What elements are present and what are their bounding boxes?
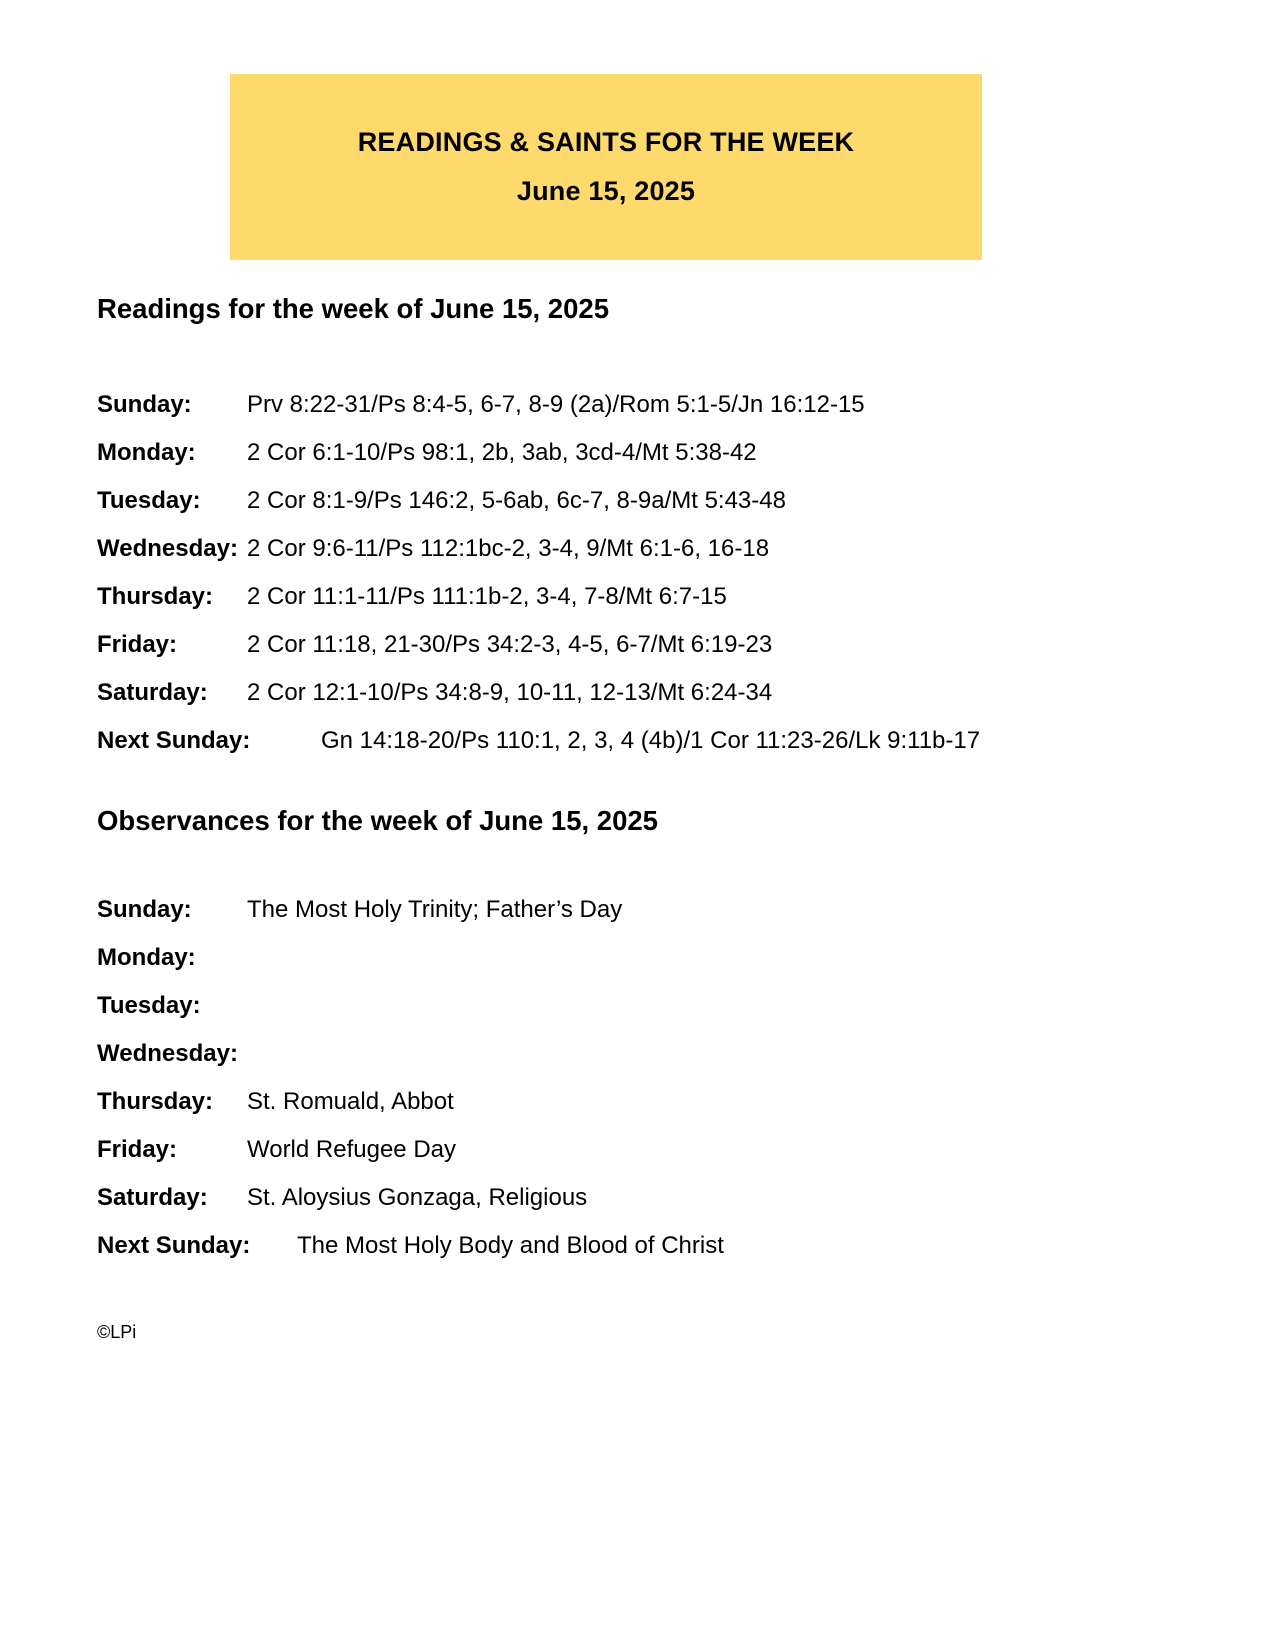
day-label: Tuesday: — [97, 487, 201, 514]
day-label: Friday: — [97, 631, 178, 658]
observances-heading: Observances for the week of June 15, 2025 — [97, 805, 658, 836]
day-label: Next Sunday: — [97, 1232, 251, 1259]
observance-row-sunday — [97, 886, 1197, 934]
reading-text: 2 Cor 6:1-10/Ps 98:1, 2b, 3ab, 3cd-4/Mt 5:38-42 — [247, 439, 757, 466]
observances-list — [97, 886, 1197, 1270]
observance-text: World Refugee Day — [247, 1136, 456, 1163]
reading-row-tuesday — [97, 477, 1197, 525]
header-banner — [230, 74, 982, 260]
reading-text: 2 Cor 12:1-10/Ps 34:8-9, 10-11, 12-13/Mt 6:24-34 — [247, 679, 773, 706]
reading-row-sunday — [97, 381, 1197, 429]
observance-row-saturday — [97, 1174, 1197, 1222]
readings-heading: Readings for the week of June 15, 2025 — [97, 293, 609, 324]
reading-text: 2 Cor 9:6-11/Ps 112:1bc-2, 3-4, 9/Mt 6:1-6, 16-18 — [247, 535, 770, 562]
copyright-notice: ©LPi — [97, 1322, 137, 1342]
observance-row-tuesday — [97, 982, 1197, 1030]
reading-row-friday — [97, 621, 1197, 669]
day-label: Sunday: — [97, 896, 192, 923]
reading-text: 2 Cor 11:18, 21-30/Ps 34:2-3, 4-5, 6-7/Mt 6:19-23 — [247, 631, 773, 658]
day-label: Tuesday: — [97, 992, 201, 1019]
day-label: Thursday: — [97, 583, 214, 610]
day-label: Saturday: — [97, 679, 208, 706]
reading-row-next-sunday — [97, 717, 1197, 765]
observance-text: The Most Holy Trinity; Father’s Day — [247, 896, 623, 923]
observance-row-thursday — [97, 1078, 1197, 1126]
reading-text: Gn 14:18-20/Ps 110:1, 2, 3, 4 (4b)/1 Cor 11:23-26/Lk 9:11b-17 — [321, 727, 981, 754]
observance-text: St. Aloysius Gonzaga, Religious — [247, 1184, 588, 1211]
day-label: Wednesday: — [97, 1040, 238, 1067]
day-label: Next Sunday: — [97, 727, 251, 754]
page-date: June 15, 2025 — [516, 176, 696, 206]
reading-row-thursday — [97, 573, 1197, 621]
reading-row-monday — [97, 429, 1197, 477]
observance-row-friday — [97, 1126, 1197, 1174]
observance-text: The Most Holy Body and Blood of Christ — [297, 1232, 724, 1259]
observance-text: St. Romuald, Abbot — [247, 1088, 454, 1115]
reading-row-wednesday — [97, 525, 1197, 573]
reading-row-saturday — [97, 669, 1197, 717]
readings-list — [97, 381, 1197, 765]
day-label: Monday: — [97, 439, 196, 466]
observance-row-monday — [97, 934, 1197, 982]
day-label: Thursday: — [97, 1088, 214, 1115]
day-label: Friday: — [97, 1136, 178, 1163]
page-title: READINGS & SAINTS FOR THE WEEK — [357, 127, 855, 157]
reading-text: 2 Cor 8:1-9/Ps 146:2, 5-6ab, 6c-7, 8-9a/Mt 5:43-48 — [247, 487, 786, 514]
observance-row-wednesday — [97, 1030, 1197, 1078]
reading-text: 2 Cor 11:1-11/Ps 111:1b-2, 3-4, 7-8/Mt 6:7-15 — [247, 583, 727, 610]
day-label: Monday: — [97, 944, 196, 971]
day-label: Wednesday: — [97, 535, 238, 562]
observance-row-next-sunday — [97, 1222, 1197, 1270]
reading-text: Prv 8:22-31/Ps 8:4-5, 6-7, 8-9 (2a)/Rom 5:1-5/Jn 16:12-15 — [247, 391, 865, 418]
day-label: Saturday: — [97, 1184, 208, 1211]
day-label: Sunday: — [97, 391, 192, 418]
